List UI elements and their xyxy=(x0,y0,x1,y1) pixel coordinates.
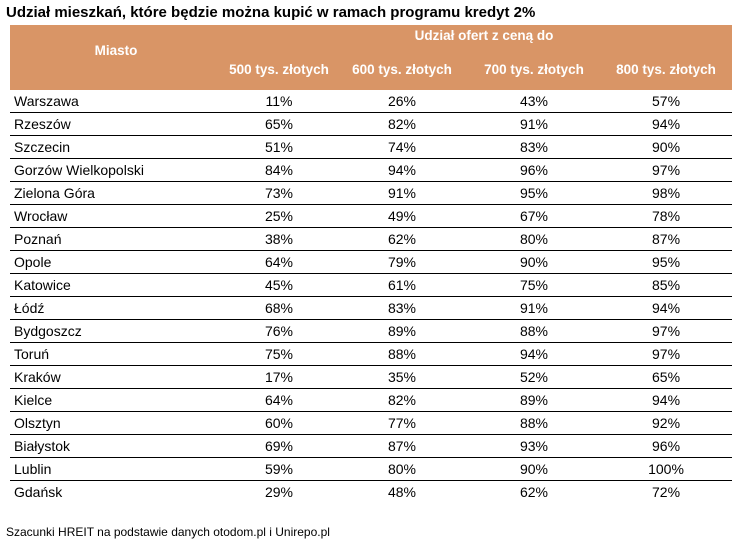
share-500k-cell: 11% xyxy=(222,90,336,113)
share-700k-cell: 88% xyxy=(468,320,600,343)
share-800k-cell: 57% xyxy=(600,90,732,113)
table-row xyxy=(10,343,732,366)
city-cell: Gorzów Wielkopolski xyxy=(10,159,222,182)
table-row xyxy=(10,228,732,251)
share-600k-cell: 79% xyxy=(336,251,468,274)
share-500k-cell: 75% xyxy=(222,343,336,366)
column-header-600k: 600 tys. złotych xyxy=(336,45,468,90)
column-header-city: Miasto xyxy=(10,25,222,90)
share-800k-cell: 97% xyxy=(600,343,732,366)
city-cell: Kielce xyxy=(10,389,222,412)
table-row xyxy=(10,458,732,481)
column-header-800k: 800 tys. złotych xyxy=(600,45,732,90)
table-header xyxy=(10,25,732,90)
share-700k-cell: 93% xyxy=(468,435,600,458)
city-cell: Lublin xyxy=(10,458,222,481)
share-800k-cell: 98% xyxy=(600,182,732,205)
city-cell: Łódź xyxy=(10,297,222,320)
share-500k-cell: 73% xyxy=(222,182,336,205)
share-600k-cell: 82% xyxy=(336,113,468,136)
table-row xyxy=(10,159,732,182)
share-700k-cell: 52% xyxy=(468,366,600,389)
share-500k-cell: 59% xyxy=(222,458,336,481)
share-800k-cell: 94% xyxy=(600,113,732,136)
share-800k-cell: 96% xyxy=(600,435,732,458)
table-row xyxy=(10,320,732,343)
share-800k-cell: 72% xyxy=(652,484,681,500)
table-row xyxy=(10,90,732,113)
share-600k-cell: 49% xyxy=(336,205,468,228)
column-header-700k: 700 tys. złotych xyxy=(468,45,600,90)
table-row xyxy=(10,251,732,274)
share-600k-cell: 87% xyxy=(336,435,468,458)
share-500k-cell: 38% xyxy=(222,228,336,251)
share-800k-cell: 85% xyxy=(600,274,732,297)
share-500k-cell: 25% xyxy=(222,205,336,228)
share-800k-cell: 95% xyxy=(600,251,732,274)
city-cell: Warszawa xyxy=(10,90,222,113)
share-800k-cell: 87% xyxy=(600,228,732,251)
share-500k-cell: 60% xyxy=(222,412,336,435)
city-cell: Bydgoszcz xyxy=(10,320,222,343)
table-row xyxy=(10,481,732,504)
share-600k-cell: 35% xyxy=(336,366,468,389)
table-row xyxy=(10,113,732,136)
share-700k-cell: 89% xyxy=(468,389,600,412)
share-500k-cell: 64% xyxy=(222,251,336,274)
city-cell: Zielona Góra xyxy=(10,182,222,205)
city-cell: Wrocław xyxy=(10,205,222,228)
city-cell: Poznań xyxy=(10,228,222,251)
share-500k-cell: 64% xyxy=(222,389,336,412)
share-700k-cell: 80% xyxy=(468,228,600,251)
table-row xyxy=(10,435,732,458)
share-600k-cell: 77% xyxy=(336,412,468,435)
share-700k-cell: 90% xyxy=(468,458,600,481)
share-600k-cell: 94% xyxy=(336,159,468,182)
table-row xyxy=(10,412,732,435)
share-700k-cell: 88% xyxy=(468,412,600,435)
city-cell: Gdańsk xyxy=(14,484,63,500)
city-cell: Rzeszów xyxy=(10,113,222,136)
share-800k-cell: 92% xyxy=(600,412,732,435)
share-800k-cell: 97% xyxy=(600,320,732,343)
share-700k-cell: 91% xyxy=(468,297,600,320)
city-cell: Szczecin xyxy=(10,136,222,159)
share-500k-cell: 45% xyxy=(222,274,336,297)
table-row xyxy=(10,366,732,389)
column-group-header: Udział ofert z ceną do xyxy=(222,25,732,45)
share-500k-cell: 84% xyxy=(222,159,336,182)
city-cell: Katowice xyxy=(10,274,222,297)
table-row xyxy=(10,274,732,297)
housing-share-table xyxy=(10,25,732,503)
share-600k-cell: 91% xyxy=(336,182,468,205)
share-600k-cell: 88% xyxy=(336,343,468,366)
share-600k-cell: 80% xyxy=(336,458,468,481)
table-row xyxy=(10,389,732,412)
share-700k-cell: 83% xyxy=(468,136,600,159)
share-800k-cell: 97% xyxy=(600,159,732,182)
share-600k-cell: 61% xyxy=(336,274,468,297)
share-500k-cell: 51% xyxy=(222,136,336,159)
table-row xyxy=(10,297,732,320)
share-700k-cell: 94% xyxy=(468,343,600,366)
share-500k-cell: 68% xyxy=(222,297,336,320)
share-600k-cell: 48% xyxy=(387,484,417,500)
share-600k-cell: 74% xyxy=(336,136,468,159)
city-cell: Opole xyxy=(10,251,222,274)
share-500k-cell: 29% xyxy=(264,484,294,500)
city-cell: Kraków xyxy=(10,366,222,389)
share-800k-cell: 100% xyxy=(600,458,732,481)
share-700k-cell: 95% xyxy=(468,182,600,205)
share-700k-cell: 75% xyxy=(468,274,600,297)
share-800k-cell: 65% xyxy=(600,366,732,389)
city-cell: Białystok xyxy=(10,435,222,458)
share-700k-cell: 43% xyxy=(468,90,600,113)
share-800k-cell: 94% xyxy=(600,297,732,320)
city-cell: Toruń xyxy=(10,343,222,366)
share-700k-cell: 62% xyxy=(519,484,549,500)
share-500k-cell: 69% xyxy=(222,435,336,458)
table-title: Udział mieszkań, które będzie można kupić w ramach programu kredyt 2% xyxy=(6,4,536,21)
share-800k-cell: 94% xyxy=(600,389,732,412)
table-row xyxy=(10,205,732,228)
share-600k-cell: 62% xyxy=(336,228,468,251)
column-header-500k: 500 tys. złotych xyxy=(222,45,336,90)
share-500k-cell: 17% xyxy=(222,366,336,389)
share-500k-cell: 76% xyxy=(222,320,336,343)
share-700k-cell: 67% xyxy=(468,205,600,228)
table-row xyxy=(10,182,732,205)
share-600k-cell: 26% xyxy=(336,90,468,113)
city-cell: Olsztyn xyxy=(10,412,222,435)
share-800k-cell: 90% xyxy=(600,136,732,159)
table-row xyxy=(10,136,732,159)
share-700k-cell: 96% xyxy=(468,159,600,182)
source-note: Szacunki HREIT na podstawie danych otodom.pl i Unirepo.pl xyxy=(6,525,330,539)
share-600k-cell: 83% xyxy=(336,297,468,320)
share-600k-cell: 82% xyxy=(336,389,468,412)
table-body xyxy=(10,90,732,503)
share-500k-cell: 65% xyxy=(222,113,336,136)
share-700k-cell: 90% xyxy=(468,251,600,274)
share-800k-cell: 78% xyxy=(600,205,732,228)
share-600k-cell: 89% xyxy=(336,320,468,343)
share-700k-cell: 91% xyxy=(468,113,600,136)
